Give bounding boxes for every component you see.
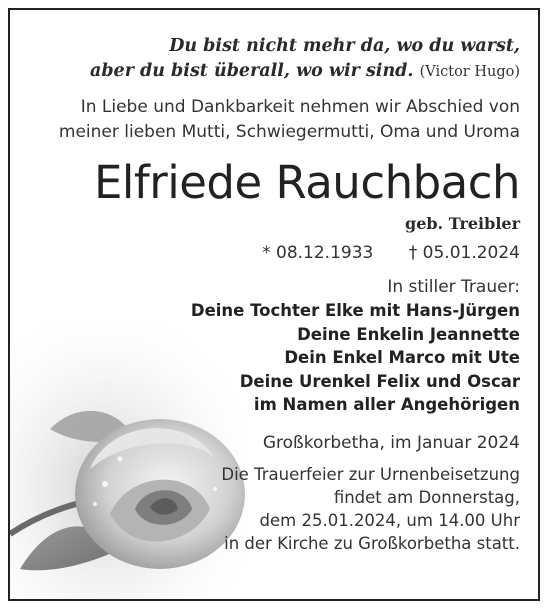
notice-text — [20, 34, 520, 555]
intro-line: In Liebe und Dankbarkeit nehmen wir Abschied von — [80, 97, 520, 117]
mourners-heading: In stiller Trauer: — [387, 277, 520, 297]
deceased-name: Elfriede Rauchbach — [93, 156, 520, 209]
intro-text — [20, 95, 520, 145]
birth-date: * 08.12.1933 — [262, 243, 374, 263]
mourner-line: Deine Enkelin Jeannette — [297, 324, 520, 344]
mourner-line: im Namen aller Angehörigen — [253, 395, 520, 414]
mourner-line: Deine Urenkel Felix und Oscar — [239, 371, 520, 391]
quote-line — [20, 59, 520, 85]
obituary-notice — [8, 8, 540, 601]
mourners-list — [20, 299, 520, 417]
mourner-line: Dein Enkel Marco mit Ute — [284, 348, 520, 367]
quote-line: Du bist nicht mehr da, wo du warst, — [169, 36, 520, 56]
birth-name: geb. Treibler — [405, 214, 520, 233]
death-date: † 05.01.2024 — [408, 243, 520, 263]
funeral-line: in der Kirche zu Großkorbetha statt. — [224, 533, 520, 553]
life-dates — [20, 241, 520, 265]
funeral-info — [20, 463, 520, 555]
funeral-line: Die Trauerfeier zur Urnenbeisetzung — [221, 464, 520, 484]
mourner-line: Deine Tochter Elke mit Hans-Jürgen — [190, 301, 520, 320]
funeral-line: findet am Donnerstag, — [333, 487, 520, 507]
quote-author: (Victor Hugo) — [419, 64, 520, 80]
funeral-line: dem 25.01.2024, um 14.00 Uhr — [259, 510, 520, 530]
place-date: Großkorbetha, im Januar 2024 — [262, 432, 520, 453]
intro-line: meiner lieben Mutti, Schwiegermutti, Oma und Uroma — [58, 122, 520, 142]
quote — [20, 34, 520, 85]
quote-line-text: aber du bist überall, wo wir sind. — [89, 61, 414, 81]
